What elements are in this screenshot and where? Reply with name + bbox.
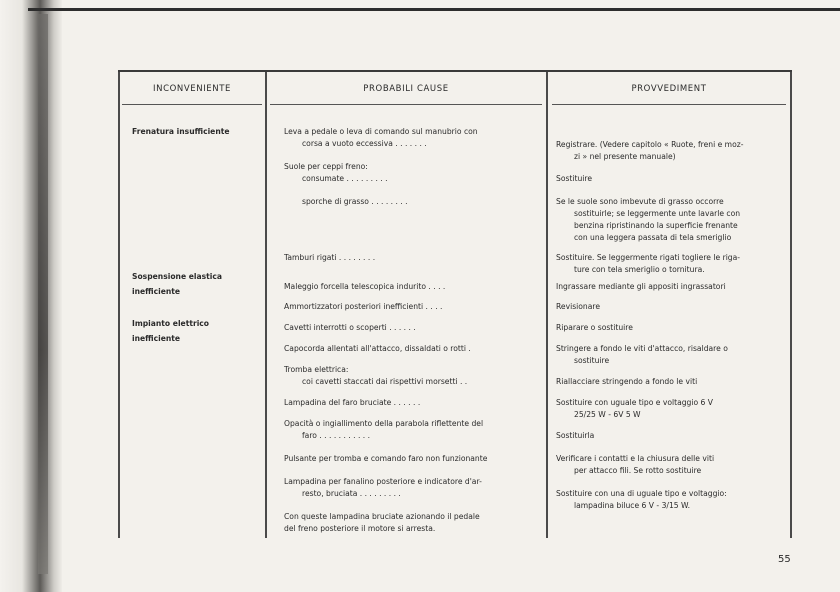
cause-line: faro . . . . . . . . . . . (302, 431, 371, 440)
cause-line: Maleggio forcella telescopica indurito . . . . (284, 282, 446, 291)
cause-line: Suole per ceppi freno: (284, 162, 368, 171)
remedy-line: Riallacciare stringendo a fondo le viti (556, 377, 698, 386)
cause-line: Ammortizzatori posteriori inefficienti . . . . (284, 302, 443, 311)
cause-line: Opacità o ingiallimento della parabola riflettente del (284, 419, 484, 428)
page-top-rule (28, 8, 840, 11)
column-divider-right (790, 72, 792, 538)
header-provvedimenti: PROVVEDIMENT (631, 84, 707, 94)
cause-line: Lampadina per fanalino posteriore e indicatore d'ar- (284, 477, 482, 486)
header-inconveniente: INCONVENIENTE (153, 84, 231, 94)
problem-sospensione-line2: inefficiente (132, 287, 181, 296)
remedy-line: 25/25 W - 6V 5 W (574, 410, 641, 419)
remedy-line: per attacco fili. Se rotto sostituire (574, 466, 702, 475)
table-top-border (118, 70, 792, 72)
cause-line: sporche di grasso . . . . . . . . (302, 197, 408, 206)
remedy-line: Sostituire (556, 174, 593, 183)
problem-frenatura: Frenatura insufficiente (132, 127, 230, 136)
remedy-line: Ingrassare mediante gli appositi ingrassatori (556, 282, 726, 291)
column-divider-1 (265, 72, 267, 538)
problem-impianto-line2: inefficiente (132, 334, 181, 343)
header-underline-1 (122, 104, 262, 105)
book-spine-shadow (0, 0, 62, 592)
remedy-line: Revisionare (556, 302, 601, 311)
remedy-line: lampadina biluce 6 V - 3/15 W. (574, 501, 691, 510)
remedy-line: Se le suole sono imbevute di grasso occorre (556, 197, 724, 206)
remedy-line: Riparare o sostituire (556, 323, 633, 332)
remedy-line: Verificare i contatti e la chiusura delle viti (556, 454, 715, 463)
page-number: 55 (778, 554, 791, 565)
remedy-line: Sostituire. Se leggermente rigati togliere le riga- (556, 253, 741, 262)
cause-line: Leva a pedale o leva di comando sul manubrio con (284, 127, 478, 136)
header-underline-3 (552, 104, 786, 105)
cause-line: Tamburi rigati . . . . . . . . (284, 253, 376, 262)
header-probabili-cause: PROBABILI CAUSE (363, 84, 449, 94)
remedy-line: con una leggera passata di tela smeriglio (574, 233, 732, 242)
cause-line: Lampadina del faro bruciate . . . . . . (284, 398, 421, 407)
cause-line: resto, bruciata . . . . . . . . . (302, 489, 401, 498)
problem-sospensione-line1: Sospensione elastica (132, 272, 222, 281)
remedy-line: zi » nel presente manuale) (574, 152, 676, 161)
book-gutter (38, 14, 48, 574)
remedy-line: Sostituire con uguale tipo e voltaggio 6 V (556, 398, 713, 407)
cause-line: coi cavetti staccati dai rispettivi morsetti . . (302, 377, 468, 386)
header-underline-2 (270, 104, 542, 105)
cause-line: corsa a vuoto eccessiva . . . . . . . (302, 139, 427, 148)
cause-line: Con queste lampadina bruciate azionando il pedale (284, 512, 480, 521)
column-divider-2 (546, 72, 548, 538)
cause-line: Pulsante per tromba e comando faro non funzionante (284, 454, 488, 463)
remedy-line: Sostituirla (556, 431, 595, 440)
cause-line: Cavetti interrotti o scoperti . . . . . . (284, 323, 416, 332)
remedy-line: sostituire (574, 356, 610, 365)
cause-line: del freno posteriore il motore si arresta. (284, 524, 436, 533)
remedy-line: ture con tela smeriglio o tornitura. (574, 265, 705, 274)
cause-line: Capocorda allentati all'attacco, dissaldati o rotti . (284, 344, 471, 353)
problem-impianto-line1: Impianto elettrico (132, 319, 210, 328)
remedy-line: Registrare. (Vedere capitolo « Ruote, freni e moz- (556, 140, 744, 149)
remedy-line: Stringere a fondo le viti d'attacco, risaldare o (556, 344, 728, 353)
remedy-line: benzina ripristinando la superficie frenante (574, 221, 738, 230)
remedy-line: Sostituire con una di uguale tipo e voltaggio: (556, 489, 727, 498)
cause-line: Tromba elettrica: (284, 365, 349, 374)
column-divider-left (118, 72, 120, 538)
remedy-line: sostituirle; se leggermente unte lavarle con (574, 209, 741, 218)
cause-line: consumate . . . . . . . . . (302, 174, 388, 183)
